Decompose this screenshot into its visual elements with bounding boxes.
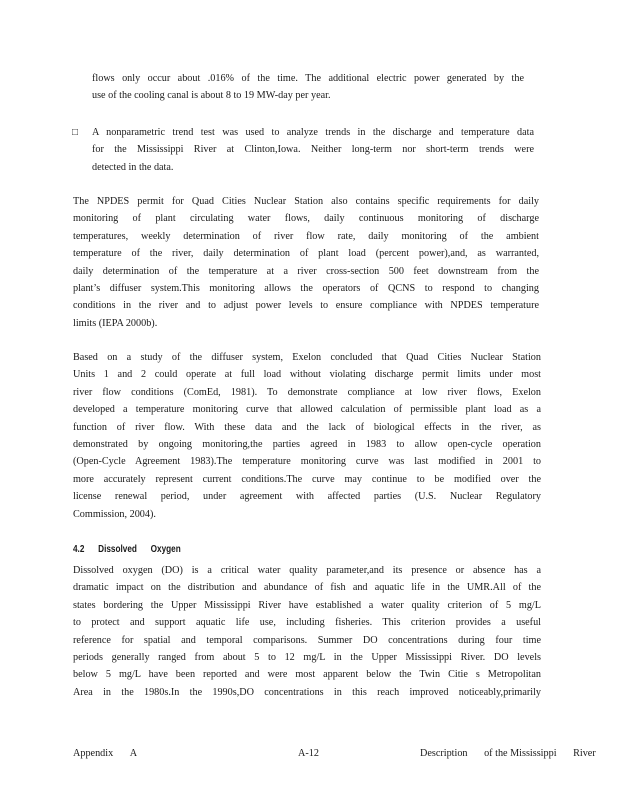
text-line: license renewal period, under agreement with affected parties (U.S. Nuclear Regulatory bbox=[73, 491, 541, 503]
text-line: The NPDES permit for Quad Cities Nuclear Station also contains specific requirements for daily bbox=[73, 196, 539, 207]
text-line: A nonparametric trend test was used to analyze trends in the discharge and temperature data bbox=[92, 127, 534, 138]
text-line: detected in the data. bbox=[92, 161, 174, 173]
section-number: 4.2 bbox=[73, 544, 85, 555]
footer-title-part: Description bbox=[420, 748, 468, 759]
footer-appendix-label: Appendix bbox=[73, 748, 114, 759]
text-line: Units 1 and 2 could operate at full load without violating discharge permit limits under most bbox=[73, 369, 541, 381]
text-line: Based on a study of the diffuser system, Exelon concluded that Quad Cities Nuclear Station bbox=[73, 352, 541, 363]
footer-page-number: A-12 bbox=[298, 748, 319, 759]
text-line: for the Mississippi River at Clinton,Iowa. Neither long-term nor short-term trends were bbox=[92, 144, 534, 156]
section-heading bbox=[73, 544, 192, 555]
text-line: plant’s diffuser system.This monitoring allows the operators of QCNS to respond to changing bbox=[73, 283, 539, 295]
text-line: more accurately represent current conditions.The curve may continue to be modified over the bbox=[73, 473, 541, 485]
text-line: Dissolved oxygen (DO) is a critical water quality parameter,and its presence or absence has a bbox=[73, 565, 541, 576]
text-line: demonstrated by ongoing monitoring,the parties agreed in 1983 to allow open-cycle operation bbox=[73, 439, 541, 451]
text-line: periods generally ranged from about 5 to 12 mg/L in the Upper Mississippi River. DO levels bbox=[73, 652, 541, 664]
bullet-box-icon: □ bbox=[72, 127, 79, 138]
text-line: (Open-Cycle Agreement 1983).The temperature monitoring curve was last modified in 2001 to bbox=[73, 456, 541, 468]
text-line: below 5 mg/L have been reported and were most apparent below the Twin Citie s Metropolitan bbox=[73, 669, 541, 681]
text-line: temperature of the river, daily determination of plant load (percent power),and, as warranted, bbox=[73, 248, 539, 260]
footer-appendix bbox=[73, 748, 137, 759]
intro-paragraph bbox=[92, 70, 524, 105]
text-line: limits (IEPA 2000b). bbox=[73, 317, 158, 329]
text-line: river flow conditions (ComEd, 1981). To demonstrate compliance at low river flows, Exelon bbox=[73, 386, 541, 398]
text-line: daily determination of the temperature at a river cross-section 500 feet downstream from the bbox=[73, 265, 539, 277]
text-line: conditions in the river and to adjust power levels to ensure compliance with NPDES temperature bbox=[73, 300, 539, 312]
text-line: use of the cooling canal is about 8 to 19 MW-day per year. bbox=[92, 90, 331, 102]
footer-section-title bbox=[420, 748, 596, 759]
text-line: reference for spatial and temporal comparisons. Summer DO concentrations during four time bbox=[73, 634, 541, 646]
text-line: function of river flow. With these data and the lack of biological effects in the river, as bbox=[73, 421, 541, 433]
footer-appendix-letter: A bbox=[129, 748, 138, 759]
footer-title-part: of the Mississippi bbox=[484, 748, 557, 759]
text-line: monitoring of plant circulating water flows, daily continuous monitoring of discharge bbox=[73, 213, 539, 225]
text-line: developed a temperature monitoring curve that allowed calculation of permissible plant load as a bbox=[73, 404, 541, 416]
npdes-paragraph bbox=[73, 193, 539, 332]
dissolved-oxygen-paragraph bbox=[73, 562, 541, 701]
text-line: states bordering the Upper Mississippi River have established a water quality criterion of 5 mg/L bbox=[73, 599, 541, 611]
text-line: Commission, 2004). bbox=[73, 508, 156, 520]
text-line: dramatic impact on the distribution and abundance of fish and aquatic life in the UMR.All of the bbox=[73, 582, 541, 594]
section-title-part: Oxygen bbox=[150, 544, 181, 555]
footer-title-part: River bbox=[573, 748, 596, 759]
text-line: Area in the 1980s.In the 1990s,DO concentrations in this reach improved noticeably,primarily bbox=[73, 686, 541, 698]
text-line: flows only occur about .016% of the time. The additional electric power generated by the bbox=[92, 73, 524, 84]
text-line: temperatures, weekly determination of river flow rate, daily monitoring of the ambient bbox=[73, 230, 539, 242]
section-title-part: Dissolved bbox=[98, 544, 137, 555]
text-line: to protect and support aquatic life use, including fisheries. This criterion provides a useful bbox=[73, 617, 541, 629]
exelon-paragraph bbox=[73, 349, 541, 523]
bullet-paragraph bbox=[92, 124, 534, 176]
